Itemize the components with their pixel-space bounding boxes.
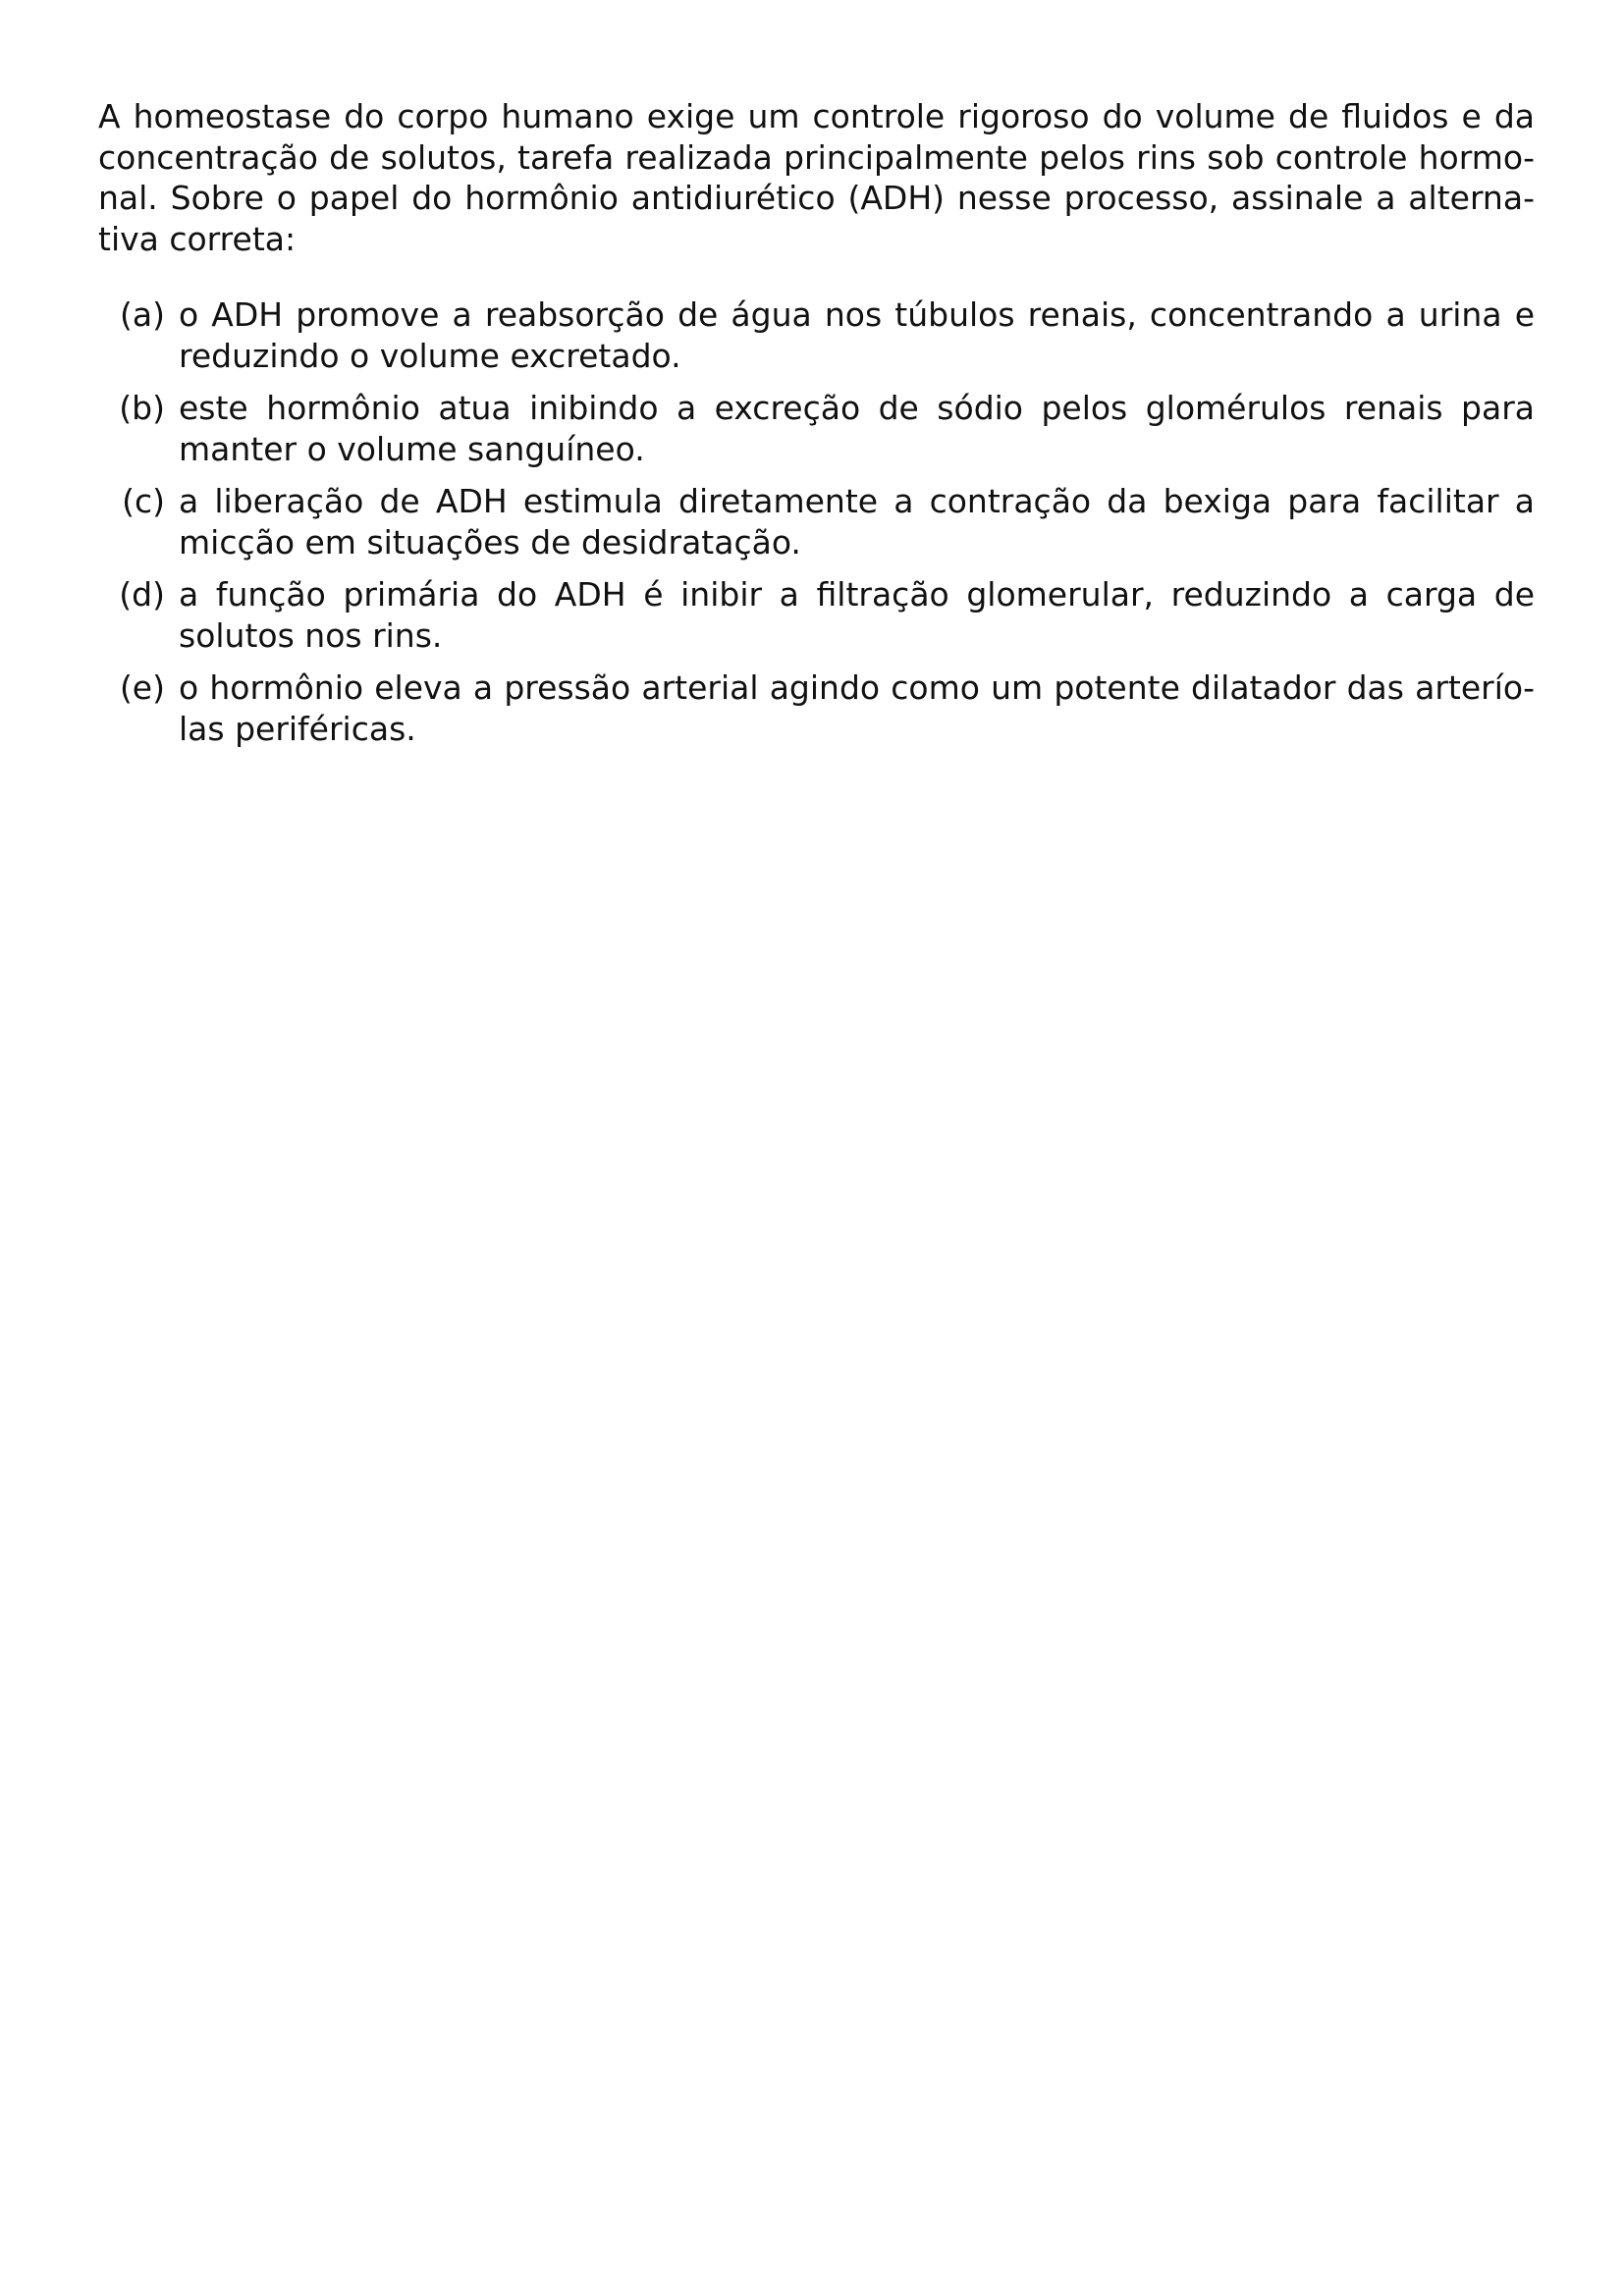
option-text: o hormônio eleva a pressão arterial agindo como um potente dilatador das arteríolas periféricas. (179, 668, 1535, 748)
option-c (98, 481, 1535, 562)
option-e (98, 667, 1535, 749)
option-label: (c) (122, 482, 165, 520)
answer-options (98, 294, 1535, 749)
option-b (98, 388, 1535, 469)
option-label: (b) (119, 389, 165, 427)
option-label: (d) (119, 575, 165, 614)
option-a (98, 294, 1535, 376)
option-text: a função primária do ADH é inibir a filtração glomerular, reduzindo a carga de solutos nos rins. (179, 575, 1535, 655)
option-text: a liberação de ADH estimula diretamente a contração da bexiga para facilitar a micção em situações de desidratação. (179, 482, 1535, 561)
option-label: (e) (119, 668, 165, 707)
question-page (98, 96, 1535, 761)
option-text: este hormônio atua inibindo a excreção de sódio pelos glomérulos renais para manter o volume sanguíneo. (179, 389, 1535, 468)
option-d (98, 574, 1535, 656)
question-stem: A homeostase do corpo humano exige um controle rigoroso do volume de fluidos e da concentração de solutos, tarefa realizada principalmente pelos rins sob controle hormonal. Sobre o papel do hormônio antidiurético (ADH) nesse processo, assinale a alternativa correta: (98, 97, 1535, 258)
option-text: o ADH promove a reabsorção de água nos túbulos renais, concentrando a urina e reduzindo o volume excretado. (179, 295, 1535, 375)
option-label: (a) (120, 295, 165, 334)
